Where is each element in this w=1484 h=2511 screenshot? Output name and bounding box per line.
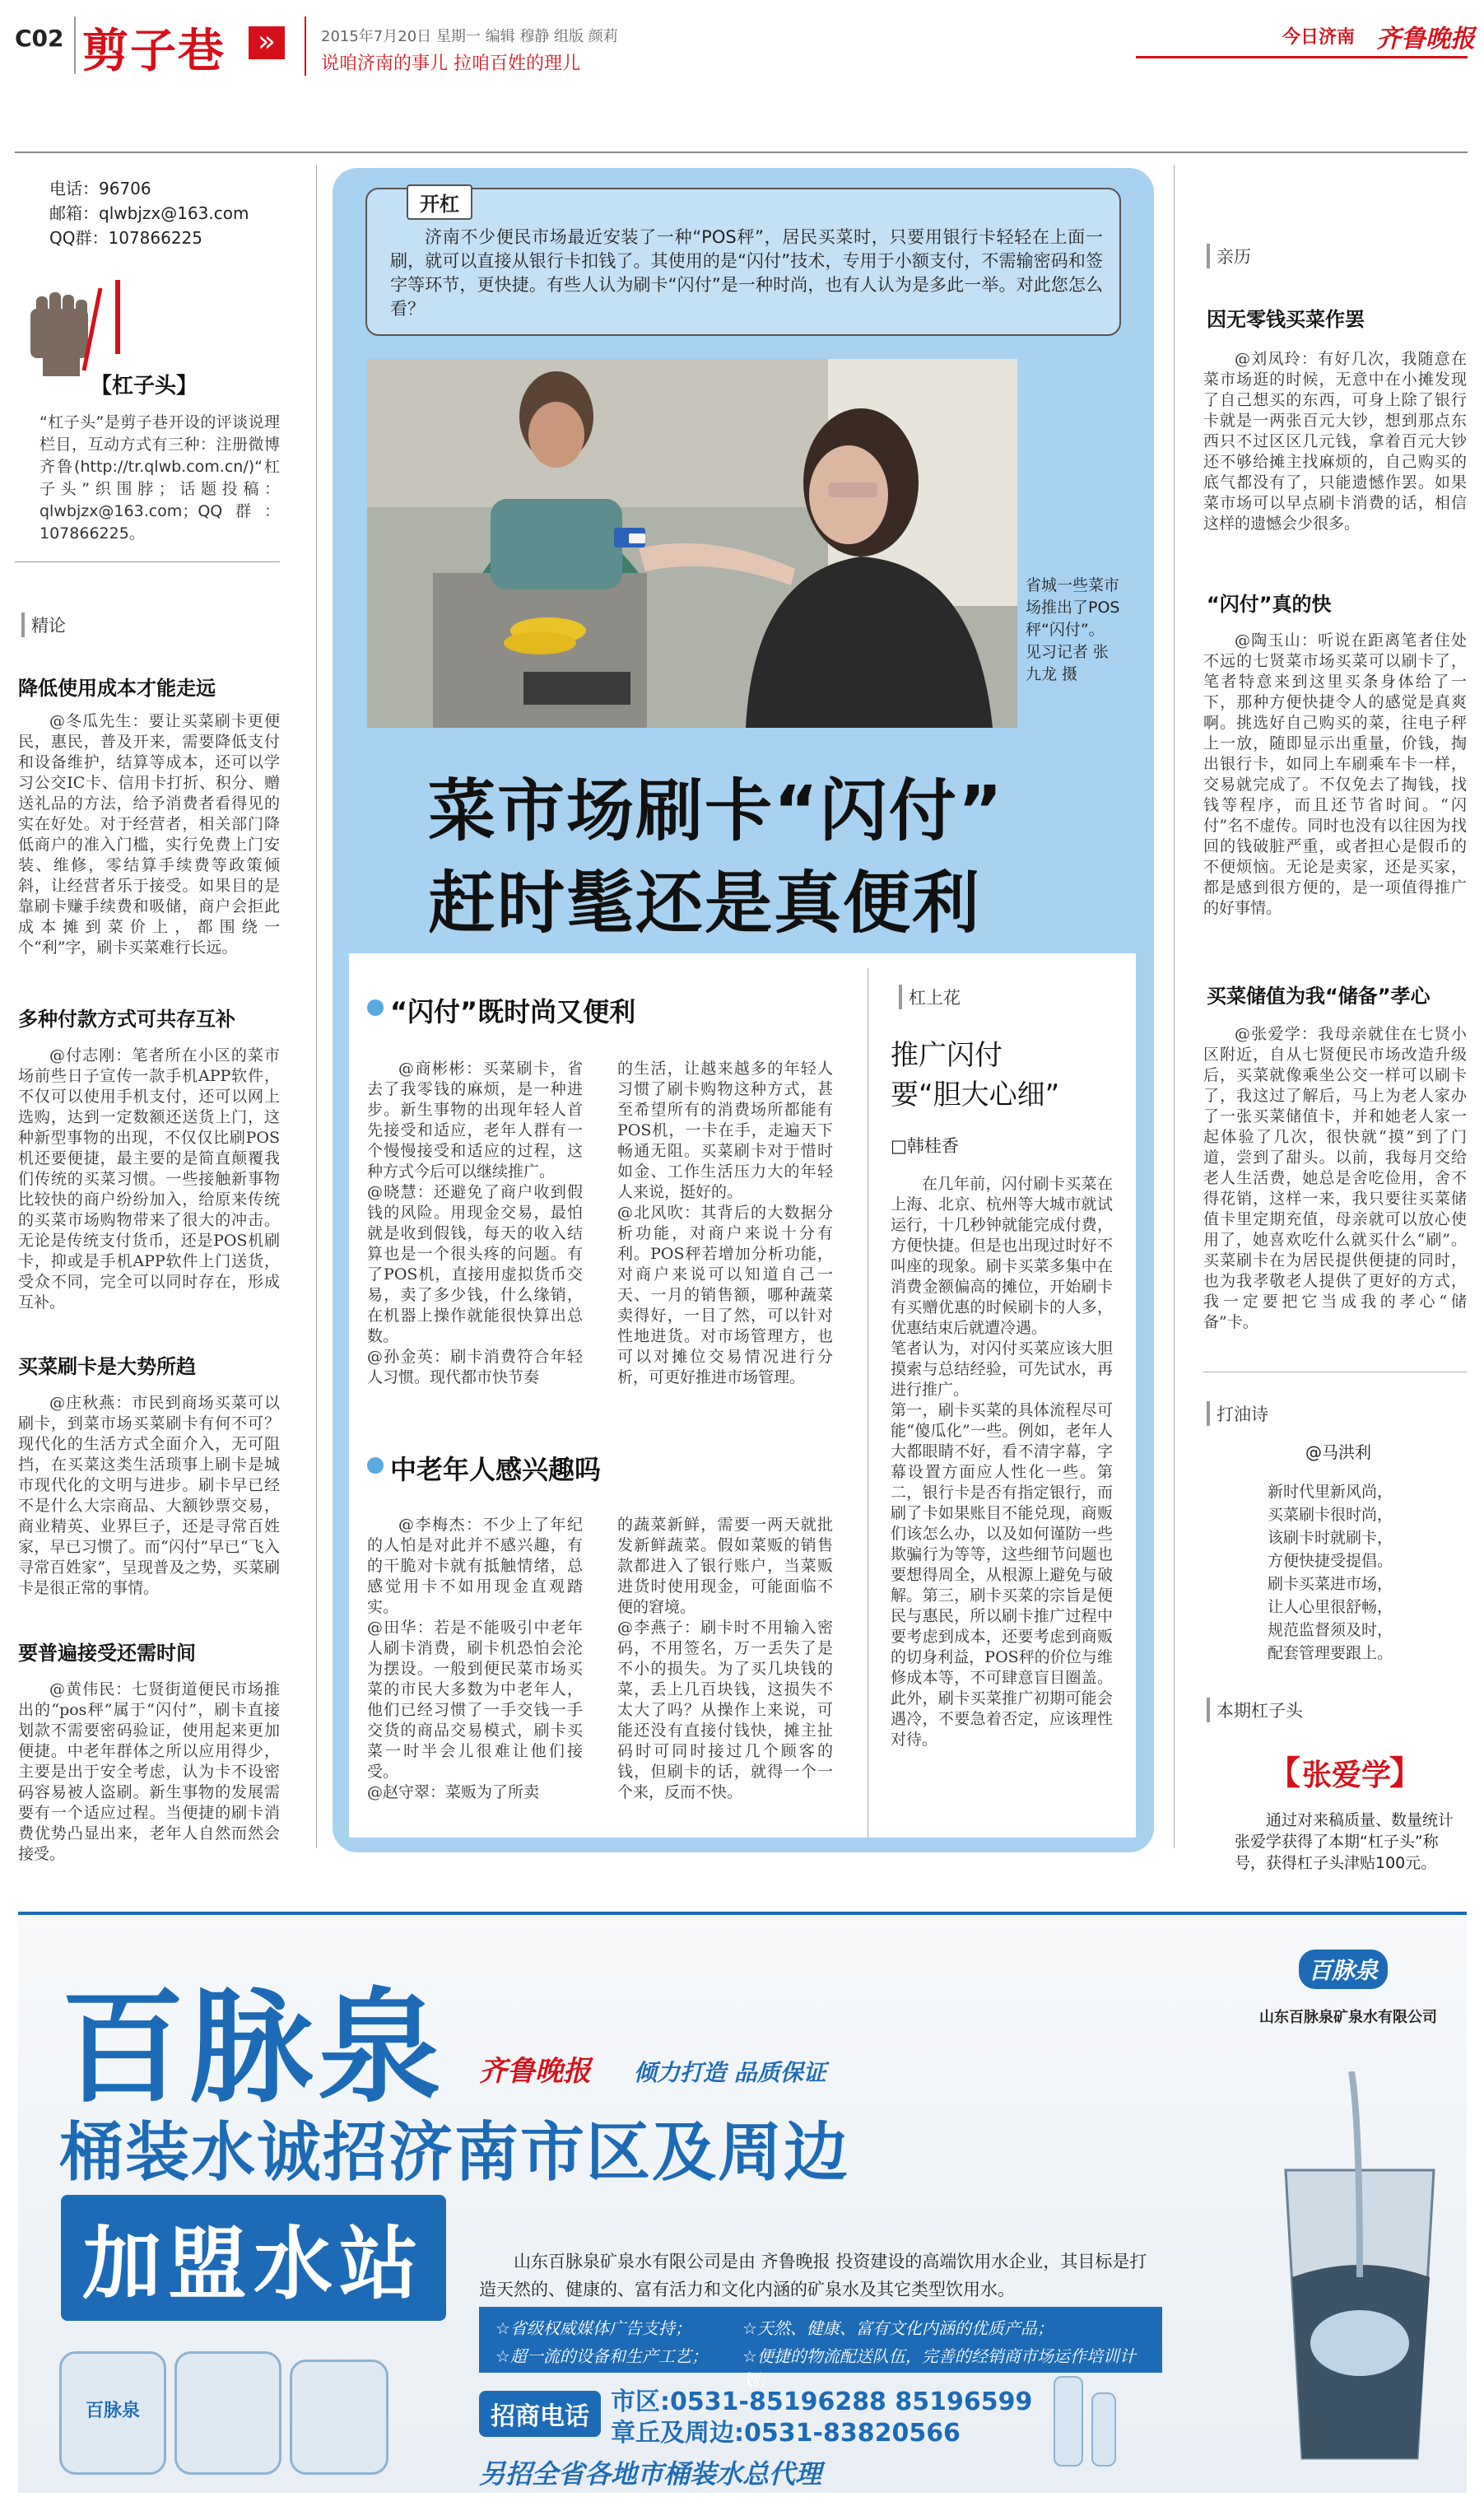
bullet-item: ☆省级权威媒体广告支持； <box>495 2318 691 2338</box>
left-s1-body: @冬瓜先生：要让买菜刷卡更便民，惠民，普及开来，需要降低支付和设备维护，结算等成本，还可以学习公交IC卡、信用卡打折、积分、赠送礼品的方法，给予消费者看得见的实在好处。对于经营者，相关部门降低商户的准入门槛，实行免费上门安装、维修，零结算手续费等政策倾斜，让经营者乐于接受。如果目的是靠刷卡赚手续费和吸储，商户会拒此成本摊到菜价上，都围绕一个“利”字，刷卡买菜难行长远。 <box>18 712 280 957</box>
headline-2: 赶时髦还是真便利 <box>428 864 982 943</box>
right-b1: @刘凤玲：有好几次，我随意在菜市场逛的时候，无意中在小摊发现了自己想买的东西，可身上除了银行卡就是一两张百元大钞，想到那点东西只不过区区几元钱，拿着百元大钞还不够给摊主找麻烦的，自己购买的底气都没有了，只能遗憾作罢。如果菜市场可以早点刷卡消费的话，相信这样的遗憾会少很多。 <box>1203 350 1467 533</box>
side-author: □韩桂香 <box>891 1136 959 1156</box>
contact-qq: QQ群：107866225 <box>49 228 203 248</box>
poet-name: @马洪利 <box>1305 1442 1371 1462</box>
sub2-col1: @李梅杰：不少上了年纪的人怕是对此并不感兴趣，有的干脆对卡就有抵触情绪，总感觉用卡不如用现金直观踏实。 @田华：若是不能吸引中老年人刷卡消费，刷卡机恐怕会沦为摆设。一般到便民菜市场买菜的市民大多数为中老年人，他们已经习惯了一手交钱一手交货的商品交易模式，刷卡买菜一时半会儿很难让他们接受。 @赵守翠：菜贩为了所卖 <box>367 1516 583 1801</box>
header-slogan: 说咱济南的事儿 拉咱百姓的理儿 <box>321 54 580 74</box>
right-b3: @张爱学：我母亲就住在七贤小区附近，自从七贤便民市场改造升级后，买菜就像乘坐公交一样可以刷卡了，我这过了解后，马上为老人家办了一张买菜储值卡，并和她老人家一起体验了几次，很快就“摸”到了门道，尝到了甜头。以前，我每月交给老人生活费，她总是舍吃俭用，舍不得花销，这样一来，我只要往买菜储值卡里定期充值，母亲就可以放心使用了，她喜欢吃什么就买什么“刷”。买菜刷卡在为居民提供便捷的同时，也为我孝敬老人提供了更好的方式，我一定要把它当成我的孝心“储备”卡。 <box>1203 1025 1467 1331</box>
ad-brand: 百脉泉 <box>61 1977 447 2120</box>
news-photo <box>367 359 1017 728</box>
left-s3-body: @庄秋燕：市民到商场买菜可以刷卡，到菜市场买菜刷卡有何不可？现代化的生活方式全面介入，无可阻挡，在买菜这类生活琐事上刷卡是城市现代化的文明与进步。刷卡早已经不是什么大宗商品、大额钞票交易，商业精英、业界巨子，还是寻常百姓家，早已习惯了。而“闪付”早已“飞入寻常百姓家”，呈现普及之势，买菜刷卡是很正常的事情。 <box>18 1394 280 1597</box>
gangzitou-badge: 【杠子头】 <box>91 374 198 398</box>
left-divider <box>15 561 280 562</box>
poem-line: 方便快捷受提倡。 <box>1268 1552 1393 1570</box>
small-bottle-icon <box>1054 2376 1083 2467</box>
right-t2: “闪付”真的快 <box>1207 593 1332 616</box>
header-red-rule <box>1136 56 1468 58</box>
right-b2: @陶玉山：听说在距离笔者住处不远的七贤菜市场买菜可以刷卡了，笔者特意来到这里买条身体给了一下，那种方便快捷令人的感觉是真爽啊。挑选好自己购买的菜，往电子秤上一放，随即显示出重量，价钱，掏出银行卡，如同上车刷乘车卡一样，交易就完成了。不仅免去了掏钱，找钱等程序，而且还节省时间。“闪付”名不虚传。同时也没有以往因为找回的钱破脏严重，或者担心是假币的不便烦恼。无论是卖家，还是买家，都是感到很方便的，是一项值得推广的好事情。 <box>1203 631 1467 917</box>
poem-line: 该刷卡时就刷卡， <box>1268 1529 1393 1547</box>
sub1-col2: 的生活，让越来越多的年轻人习惯了刷卡购物这种方式，甚至希望所有的消费场所都能有POS机，一卡在手，走遍天下畅通无阻。买菜刷卡对于惜时如金、工作生活压力大的年轻人来说，挺好的。 @北风吹：其背后的大数据分析功能，对商户来说十分有利。POS秤若增加分析功能，对商户来说可以知道自己一天、一月的销售额，哪种蔬菜卖得好，一目了然，可以针对性地进货。对市场管理方，也可以对摊位交易情况进行分析，可更好推进市场管理。 <box>617 1060 833 1386</box>
water-bottle-icon <box>290 2360 388 2475</box>
bullet-item: ☆超一流的设备和生产工艺； <box>495 2346 708 2366</box>
bottle-label: 百脉泉 <box>85 2401 140 2421</box>
ad-footer: 另招全省各地市桶装水总代理 <box>479 2458 822 2490</box>
sub2-col2: 的蔬菜新鲜，需要一两天就批发新鲜蔬菜。假如菜贩的销售款都进入了银行账户，当菜贩进货时使用现金，可能面临不便的窘境。 @李燕子：刷卡时不用输入密码，不用签名，万一丢失了是不小的损失。为了买几块钱的菜，丢上几百块钱，这损失不太大了吗？从操作上来说，可能还没有直接付钱快，摊主扯码时可同时接过几个顾客的钱，但刷卡的话，就得一个一个来，反而不快。 <box>617 1516 833 1801</box>
left-vrule <box>316 165 317 1848</box>
winner-desc: 通过对来稿质量、数量统计张爱学获得了本期“杠子头”称号，获得杠子头津贴100元。 <box>1235 1811 1454 1872</box>
ad-paper-logo: 齐鲁晚报 <box>479 2055 591 2088</box>
ad-block <box>18 1912 1467 2493</box>
photo-caption: 省城一些菜市场推出了POS秤“闪付”。 见习记者 张九龙 摄 <box>1026 576 1120 683</box>
bullet-icon <box>367 999 384 1016</box>
section-arrow-icon: » <box>249 26 285 59</box>
winner-bracket-right: 】 <box>1389 1754 1422 1792</box>
tag-qinli: 亲历 <box>1207 244 1251 268</box>
bullet-item: ☆便捷的物流配送队伍，完善的经销商市场运作培训计划； <box>742 2346 1136 2390</box>
poem-line: 让人心里很舒畅， <box>1268 1598 1393 1616</box>
left-s4-title: 要普遍接受还需时间 <box>18 1642 196 1665</box>
left-s2-body: @付志刚：笔者所在小区的菜市场前些日子宣传一款手机APP软件，不仅可以使用手机支付，还可以网上选购，达到一定数额还送货上门，这种新型事物的出现，不仅仅比刷POS机还要便捷，最主要的是简直颠覆我们传统的买菜习惯。一些接触新事物比较快的商户纷纷加入，给原来传统的买菜市场购物带来了很大的冲击。无论是传统支付货币，还是POS机刷卡，抑或是手机APP软件上门送货，受众不同，完全可以同时存在，形成互补。 <box>18 1046 280 1311</box>
tag-gangshanghua: 杠上花 <box>899 985 961 1009</box>
water-glass-icon <box>1269 2071 1450 2467</box>
paper-logo: 齐鲁晚报 <box>1376 25 1475 54</box>
contact-phone: 电话：96706 <box>49 179 151 198</box>
bullet-item: ☆天然、健康、富有文化内涵的优质产品； <box>742 2318 1054 2338</box>
water-bottle-icon <box>174 2351 281 2475</box>
poem-line: 新时代里新风尚， <box>1268 1483 1393 1501</box>
fist-icon <box>18 280 117 379</box>
ad-headline: 桶装水诚招济南市区及周边 <box>59 2116 850 2190</box>
hotline-1: 市区:0531-85196288 85196599 <box>611 2388 1033 2416</box>
left-s3-title: 买菜刷卡是大势所趋 <box>18 1355 196 1378</box>
side-title-2: 要“胆大心细” <box>891 1078 1060 1111</box>
poem-line: 配套管理要跟上。 <box>1268 1644 1393 1662</box>
company-logo: 百脉泉 <box>1299 1950 1388 1989</box>
small-bottle-icon <box>1091 2392 1116 2467</box>
winner-name: 张爱学 <box>1302 1759 1392 1792</box>
poem-line: 刷卡买菜进市场， <box>1268 1575 1393 1593</box>
section-title: 剪子巷 <box>82 25 226 78</box>
header-rule <box>15 151 1468 153</box>
ad-headline-2: 加盟水站 <box>61 2195 446 2321</box>
tag-jinglun: 精论 <box>21 613 66 637</box>
left-s4-body: @黄伟民：七贤街道便民市场推出的“pos秤”属于“闪付”，刷卡直接划款不需要密码验证，使用起来更加便捷。中老年群体之所以应用得少，主要是出于安全考虑，认为卡不设密码容易被人盗刷。新生事物的发展需要有一个适应过程。当便捷的刷卡消费优势凸显出来，老年人自然而然会接受。 <box>18 1680 280 1863</box>
header-vline <box>305 16 306 76</box>
tag-dayoushi: 打油诗 <box>1207 1401 1268 1426</box>
ad-intro: 山东百脉泉矿泉水有限公司是由 齐鲁晚报 投资建设的高端饮用水企业，其目标是打造天然的、健康的、富有活力和文化内涵的矿泉水及其它类型饮用水。 <box>479 2252 1147 2299</box>
side-title-1: 推广闪付 <box>891 1039 1003 1072</box>
sub1-title: “闪付”既时尚又便利 <box>390 996 636 1027</box>
contact-desc: “杠子头”是剪子巷开设的评谈说理栏目，互动方式有三种：注册微博齐鲁(http://tr.qlwb.com.cn/)“杠子头”织围脖；话题投稿：qlwbjzx@163.com；QQ群：107866225。 <box>40 413 280 543</box>
water-bottle-icon <box>59 2351 166 2475</box>
ad-bullets <box>479 2307 1162 2390</box>
today-jinan: 今日济南 <box>1282 27 1356 48</box>
page-number: C02 <box>15 25 64 52</box>
right-t3: 买菜储值为我“储备”孝心 <box>1207 985 1431 1008</box>
red-bar-deco <box>115 280 120 354</box>
right-vrule <box>1174 165 1175 1848</box>
poem-line: 规范监督须及时， <box>1268 1621 1393 1639</box>
header-divider <box>74 16 76 74</box>
bullet-icon-2 <box>367 1457 384 1474</box>
tag-benqi: 本期杠子头 <box>1207 1698 1303 1722</box>
contact-block <box>49 176 249 250</box>
sub2-title: 中老年人感兴趣吗 <box>390 1454 602 1485</box>
right-t1: 因无零钱买菜作罢 <box>1207 308 1365 331</box>
header-meta: 2015年7月20日 星期一 编辑 穆静 组版 颜莉 <box>321 28 618 45</box>
company-name: 山东百脉泉矿泉水有限公司 <box>1259 2009 1437 2026</box>
kaigang-label: 开杠 <box>407 184 472 220</box>
intro-text: 济南不少便民市场最近安装了一种“POS秤”，居民买菜时，只要用银行卡轻轻在上面一刷，就可以直接从银行卡扣钱了。其使用的是“闪付”技术，专用于小额支付，不需输密码和签字等环节，更快捷。有些人认为刷卡“闪付”是一种时尚，也有人认为是多此一举。对此您怎么看？ <box>390 227 1103 319</box>
side-body: 在几年前，闪付刷卡买菜在上海、北京、杭州等大城市就试运行，十几秒钟就能完成付费，方便快捷。但是也出现过时好不叫座的现象。刷卡买菜多集中在消费金额偏高的摊位，开始刷卡有买赠优惠的时候刷卡的人多，优惠结束后就遭冷遇。 笔者认为，对闪付买菜应该大胆摸索与总结经验，可先试水，再进行推广。 第一，刷卡买菜的具体流程尽可能“傻瓜化”一些。例如，老年人大都眼睛不好，看不清字幕，字幕设置方面应人性化一些。第二，银行卡是否有指定银行，而刷了卡如果账目不能兑现，商贩们该怎么办，以及如何谨防一些欺骗行为等等，这些细节问题也要想得周全，从根源上避免与破解。第三，刷卡买菜的宗旨是便民与惠民，所以刷卡推广过程中要考虑到成本，还要考虑到商贩的切身利益，POS秤的价位与维修成本等，不可肆意盲目圈盖。此外，刷卡买菜推广初期可能会遇冷，不要急着否定，应该理性对待。 <box>891 1175 1113 1749</box>
ad-slogan: 倾力打造 品质保证 <box>634 2059 826 2086</box>
contact-email: 邮箱：qlwbjzx@163.com <box>49 203 249 223</box>
hotline-label: 招商电话 <box>479 2391 601 2437</box>
left-s2-title: 多种付款方式可共存互补 <box>18 1008 235 1031</box>
sub1-col1: @商彬彬：买菜刷卡，省去了我零钱的麻烦，是一种进步。新生事物的出现年轻人首先接受和适应，老年人群有一个慢慢接受和适应的过程，这种方式今后可以继续推广。 @晓慧：还避免了商户收到假钱的风险。用现金交易，最怕就是收到假钱，每天的收入结算也是一个很头疼的问题。有了POS机，直接用虚拟货币交易，卖了多少钱，什么缘销，在机器上操作就能很快算出总数。 @孙金英：刷卡消费符合年轻人习惯。现代都市快节奏 <box>367 1060 583 1386</box>
poem <box>1268 1480 1393 1665</box>
left-s1-title: 降低使用成本才能走远 <box>18 677 216 700</box>
headline-1: 菜市场刷卡“闪付” <box>428 772 1004 850</box>
poem-line: 买菜刷卡很时尚， <box>1268 1506 1393 1524</box>
hotline-2: 章丘及周边:0531-83820566 <box>611 2419 961 2448</box>
winner-bracket-left: 【 <box>1268 1754 1300 1792</box>
